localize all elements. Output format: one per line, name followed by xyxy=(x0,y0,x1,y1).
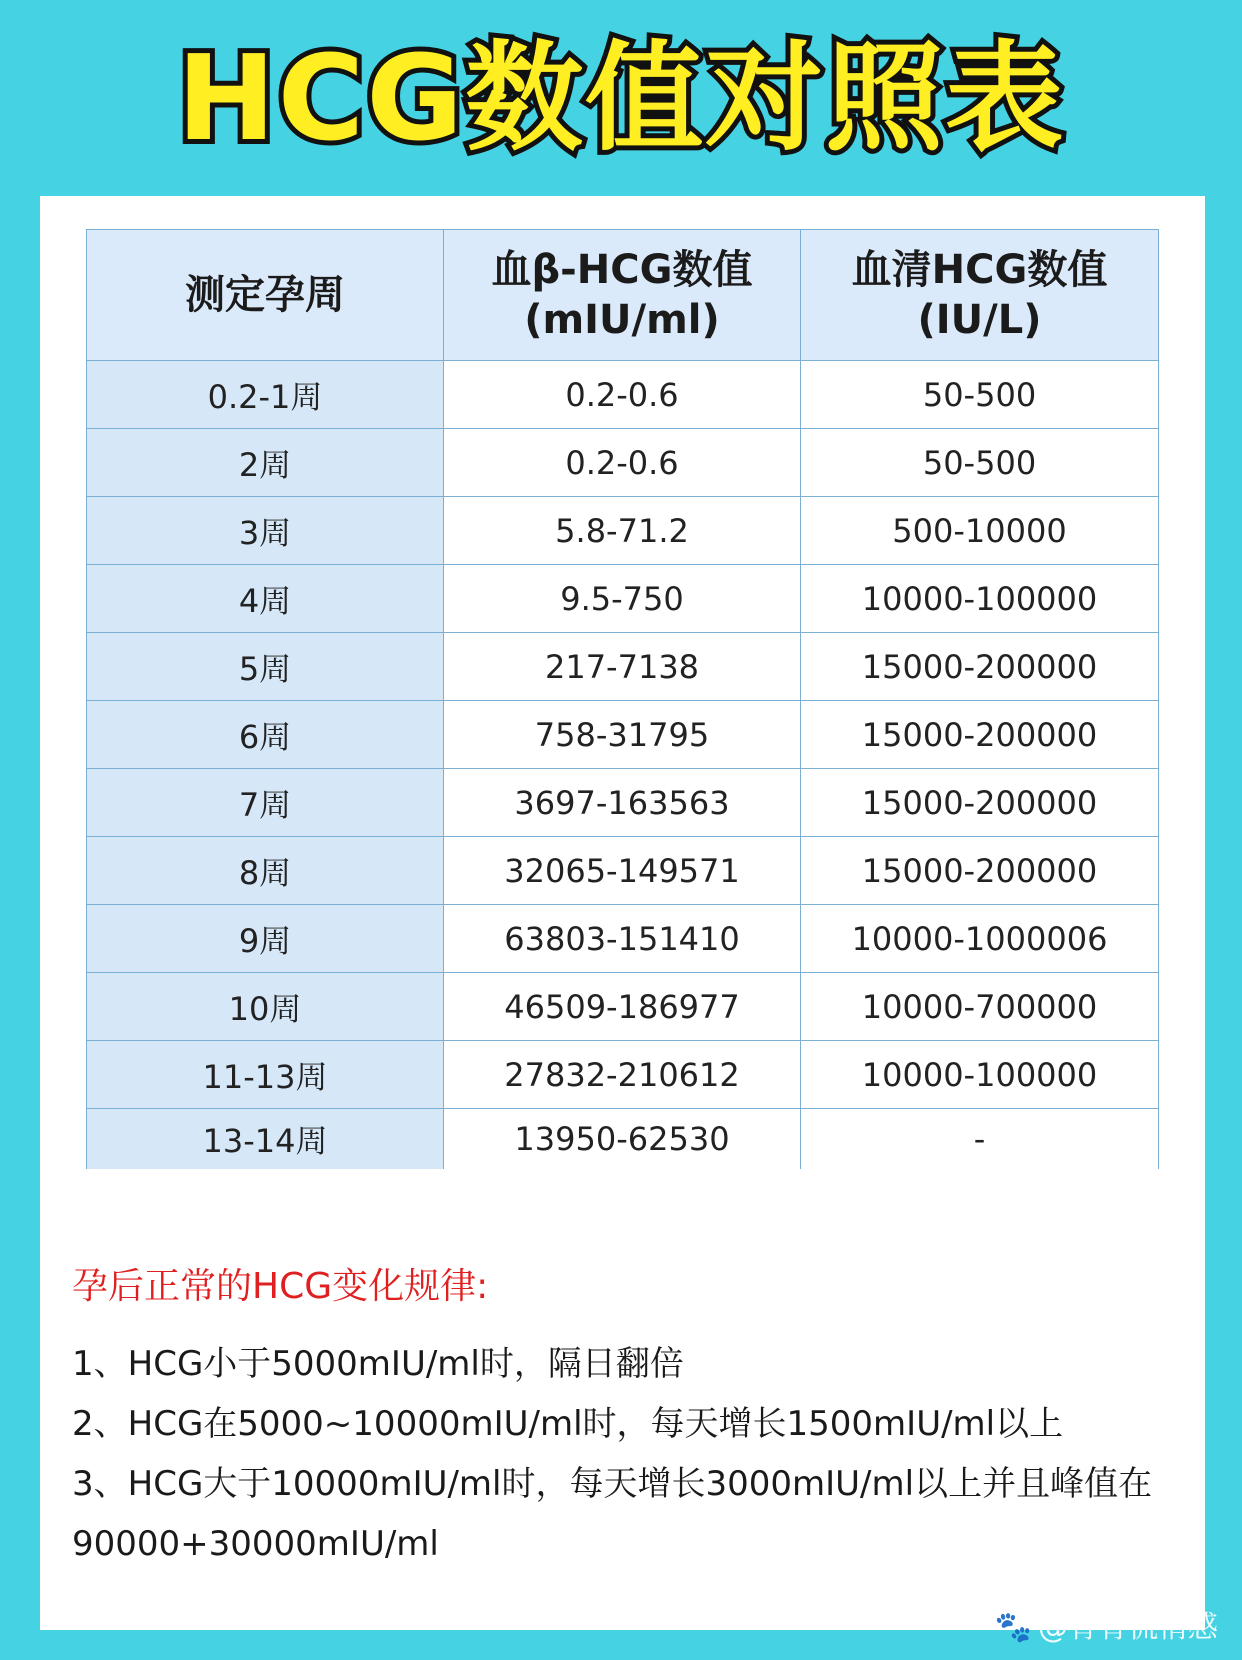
table-row xyxy=(87,429,1159,497)
cell-week: 2周 xyxy=(87,429,444,497)
cell-serum: 10000-1000006 xyxy=(801,905,1159,973)
table-row xyxy=(87,565,1159,633)
cell-serum: 50-500 xyxy=(801,361,1159,429)
cell-beta: 758-31795 xyxy=(444,701,801,769)
watermark-text: @青青侃情感 xyxy=(1038,1610,1218,1645)
cell-week: 8周 xyxy=(87,837,444,905)
cell-beta: 217-7138 xyxy=(444,633,801,701)
content-card xyxy=(40,196,1205,1630)
cell-beta: 32065-149571 xyxy=(444,837,801,905)
cell-serum: 50-500 xyxy=(801,429,1159,497)
cell-serum: - xyxy=(801,1109,1159,1170)
cell-serum: 15000-200000 xyxy=(801,769,1159,837)
cell-beta: 13950-62530 xyxy=(444,1109,801,1170)
table-row xyxy=(87,361,1159,429)
table-row xyxy=(87,769,1159,837)
rules-list xyxy=(72,1334,1182,1574)
cell-serum: 15000-200000 xyxy=(801,633,1159,701)
rule-item: 2、HCG在5000~10000mIU/ml时，每天增长1500mIU/ml以上 xyxy=(72,1404,1064,1444)
watermark xyxy=(995,1602,1218,1646)
table-header-row xyxy=(87,230,1159,361)
cell-week: 10周 xyxy=(87,973,444,1041)
cell-serum: 15000-200000 xyxy=(801,837,1159,905)
cell-serum: 10000-100000 xyxy=(801,1041,1159,1109)
table-row xyxy=(87,701,1159,769)
cell-serum: 10000-100000 xyxy=(801,565,1159,633)
cell-beta: 0.2-0.6 xyxy=(444,361,801,429)
header-serum-hcg: 血清HCG数值 (IU/L) xyxy=(801,230,1159,361)
cell-week: 5周 xyxy=(87,633,444,701)
cell-beta: 5.8-71.2 xyxy=(444,497,801,565)
cell-week: 9周 xyxy=(87,905,444,973)
cell-week: 4周 xyxy=(87,565,444,633)
header-beta-hcg: 血β-HCG数值 (mIU/ml) xyxy=(444,230,801,361)
cell-serum: 15000-200000 xyxy=(801,701,1159,769)
cell-week: 0.2-1周 xyxy=(87,361,444,429)
rule-item: 1、HCG小于5000mIU/ml时，隔日翻倍 xyxy=(72,1344,684,1384)
cell-serum: 10000-700000 xyxy=(801,973,1159,1041)
cell-beta: 3697-163563 xyxy=(444,769,801,837)
rule-item: 3、HCG大于10000mIU/ml时，每天增长3000mIU/ml以上并且峰值在90000+30000mIU/ml xyxy=(72,1464,1153,1564)
paw-icon: 🐾 xyxy=(994,1610,1032,1645)
header-week: 测定孕周 xyxy=(87,230,444,361)
page-title: HCG数值对照表 xyxy=(176,29,1066,167)
cell-week: 7周 xyxy=(87,769,444,837)
table-row xyxy=(87,633,1159,701)
table-row xyxy=(87,837,1159,905)
hcg-table xyxy=(86,229,1159,1169)
cell-beta: 46509-186977 xyxy=(444,973,801,1041)
table-row xyxy=(87,1041,1159,1109)
table-row xyxy=(87,973,1159,1041)
cell-beta: 9.5-750 xyxy=(444,565,801,633)
cell-week: 11-13周 xyxy=(87,1041,444,1109)
cell-serum: 500-10000 xyxy=(801,497,1159,565)
cell-week: 13-14周 xyxy=(87,1109,444,1170)
cell-beta: 0.2-0.6 xyxy=(444,429,801,497)
cell-beta: 27832-210612 xyxy=(444,1041,801,1109)
table-row xyxy=(87,1109,1159,1170)
cell-week: 3周 xyxy=(87,497,444,565)
cell-beta: 63803-151410 xyxy=(444,905,801,973)
rules-heading: 孕后正常的HCG变化规律: xyxy=(72,1266,489,1307)
table-row xyxy=(87,497,1159,565)
table-row xyxy=(87,905,1159,973)
cell-week: 6周 xyxy=(87,701,444,769)
